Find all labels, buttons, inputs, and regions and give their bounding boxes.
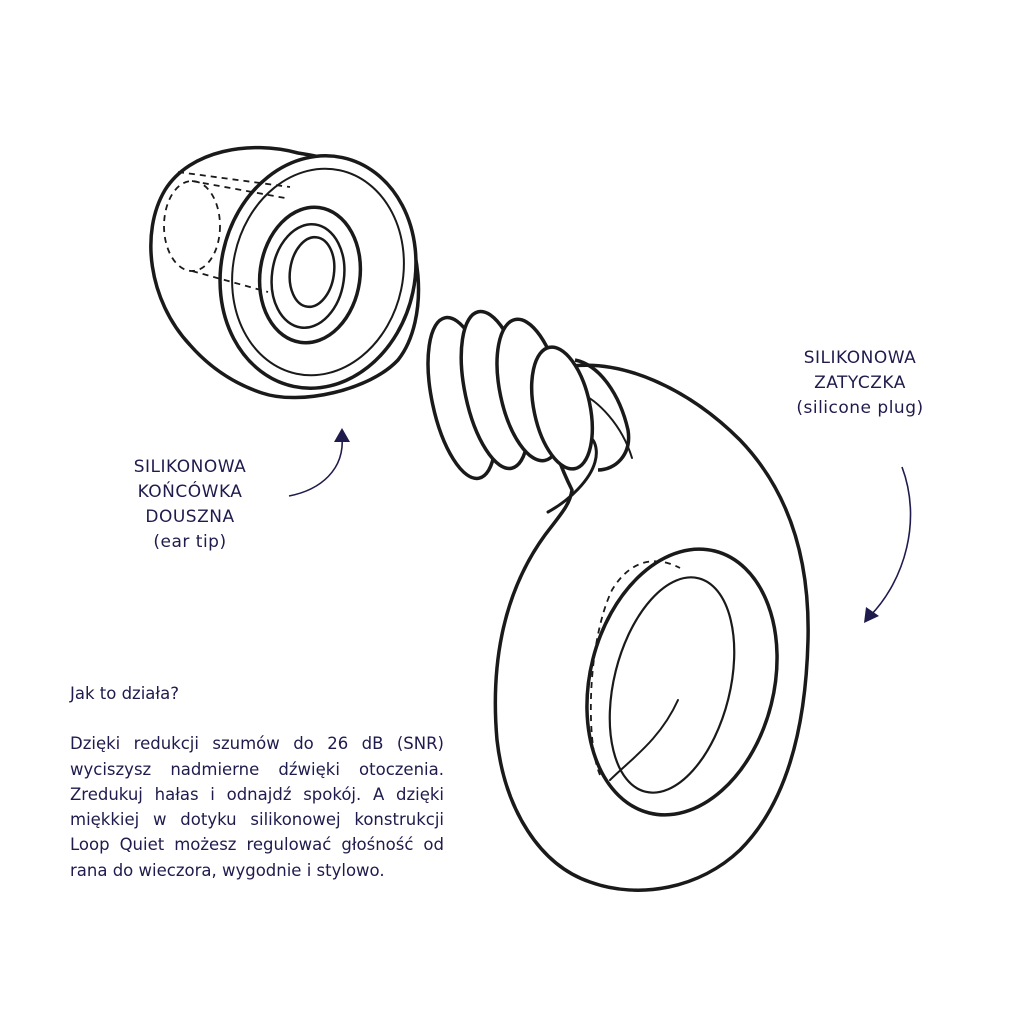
plug-label [775,346,945,421]
ear-tip-label-line3: DOUSZNA [145,507,235,527]
plug-label-line1: SILIKONOWA [803,348,917,368]
description-block [70,681,444,883]
ear-tip-label-line2: KOŃCÓWKA [137,482,243,502]
arrow-ear-tip-line [289,436,342,496]
ear-tip-label-translation: (ear tip) [153,532,227,552]
arrow-plug-line [870,467,911,616]
plug-label-line2: ZATYCZKA [814,373,906,393]
ear-tip-label-line1: SILIKONOWA [133,457,247,477]
arrow-ear-tip-head [334,428,350,442]
plug-label-translation: (silicone plug) [796,398,924,418]
description-body: Dzięki redukcji szumów do 26 dB (SNR) wyciszysz nadmierne dźwięki otoczenia. Zredukuj hałas i odnajdź spokój. A dzięki miękkiej w dotyku silikonowej konstrukcji Loop Quiet możesz regulować głośność od rana do wieczora, wygodnie i stylowo. [70,734,444,880]
ear-tip-label [100,455,280,555]
description-heading: Jak to działa? [70,684,179,703]
